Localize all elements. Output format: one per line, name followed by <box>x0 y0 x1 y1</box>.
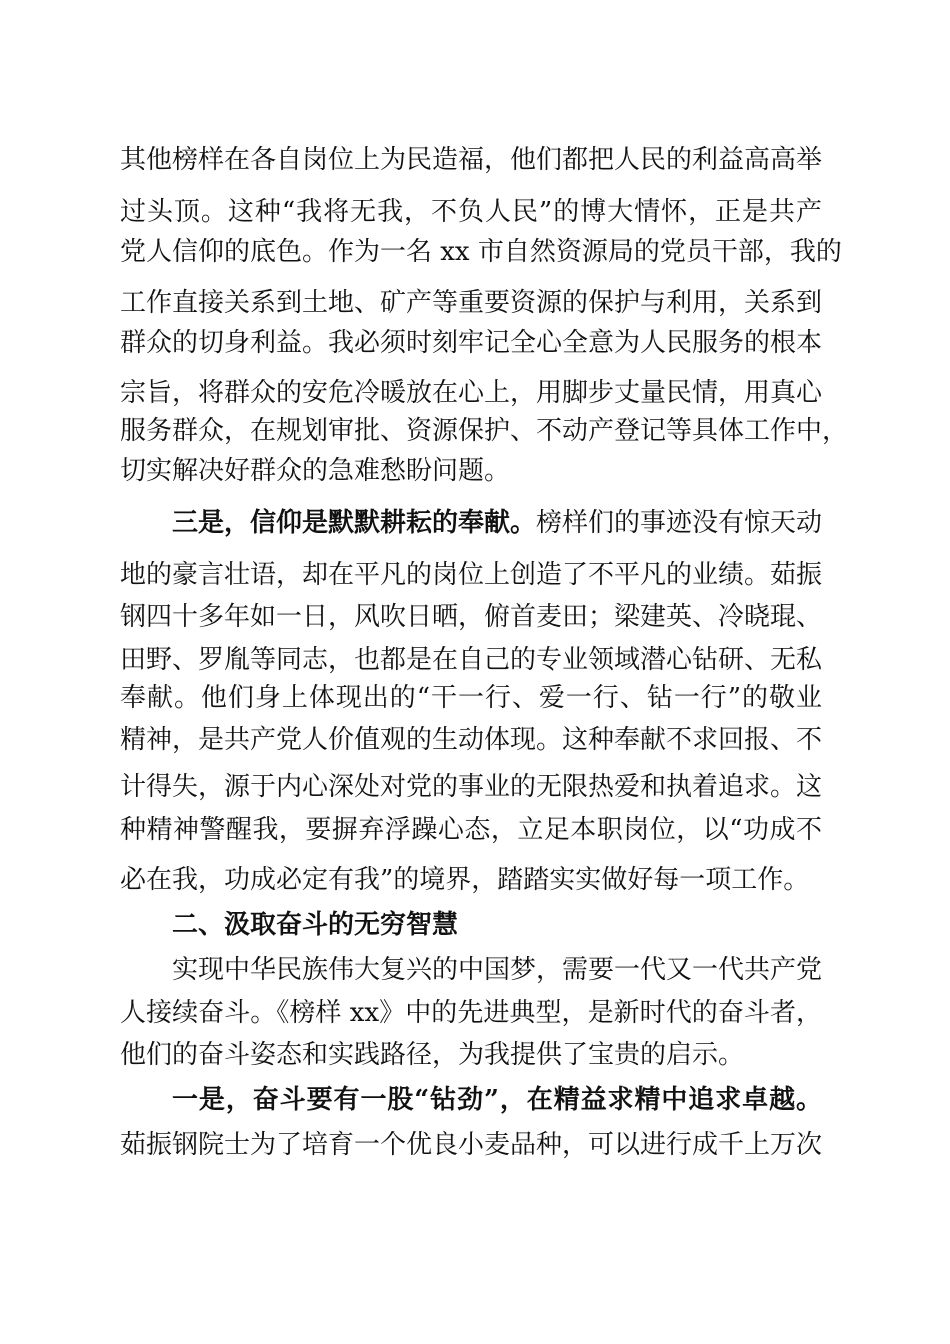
text-line: 奉献。他们身上体现出的“干一行、爱一行、钻一行”的敬业 <box>120 683 822 713</box>
text-line: 过头顶。这种“我将无我，不负人民”的博大情怀，正是共产 <box>120 197 822 227</box>
section-heading: 二、汲取奋斗的无穷智慧 <box>172 910 459 940</box>
text-line: 实现中华民族伟大复兴的中国梦，需要一代又一代共产党 <box>172 955 823 985</box>
text-line: 群众的切身利益。我必须时刻牢记全心全意为人民服务的根本 <box>120 328 823 358</box>
line-rest: 榜样们的事迹没有惊天动 <box>536 508 823 538</box>
text-line: 宗旨，将群众的安危冷暖放在心上，用脚步丈量民情，用真心 <box>120 378 823 408</box>
text-line <box>172 508 822 538</box>
text-line: 钢四十多年如一日，风吹日晒，俯首麦田；梁建英、冷晓琨、 <box>120 602 823 632</box>
text-line: 切实解决好群众的急难愁盼问题。 <box>120 456 511 486</box>
text-line: 必在我，功成必定有我”的境界，踏踏实实做好每一项工作。 <box>120 865 810 895</box>
text-line: 工作直接关系到土地、矿产等重要资源的保护与利用，关系到 <box>120 288 823 318</box>
text-line: 精神，是共产党人价值观的生动体现。这种奉献不求回报、不 <box>120 725 823 755</box>
text-line: 人接续奋斗。《榜样 xx》中的先进典型，是新时代的奋斗者， <box>120 998 822 1028</box>
text-line: 茹振钢院士为了培育一个优良小麦品种，可以进行成千上万次 <box>120 1130 823 1160</box>
text-line: 服务群众，在规划审批、资源保护、不动产登记等具体工作中， <box>120 416 849 446</box>
text-line: 地的豪言壮语，却在平凡的岗位上创造了不平凡的业绩。茹振 <box>120 560 823 590</box>
text-line: 党人信仰的底色。作为一名 xx 市自然资源局的党员干部，我的 <box>120 237 842 267</box>
text-line: 他们的奋斗姿态和实践路径，为我提供了宝贵的启示。 <box>120 1040 745 1070</box>
lead-phrase: 三是，信仰是默默耕耘的奉献。 <box>172 508 537 538</box>
text-line: 一是，奋斗要有一股“钻劲”，在精益求精中追求卓越。 <box>172 1085 822 1115</box>
text-line: 种精神警醒我，要摒弃浮躁心态，立足本职岗位，以“功成不 <box>120 815 822 845</box>
text-line: 计得失，源于内心深处对党的事业的无限热爱和执着追求。这 <box>120 772 823 802</box>
text-line: 其他榜样在各自岗位上为民造福，他们都把人民的利益高高举 <box>120 145 823 175</box>
text-line: 田野、罗胤等同志，也都是在自己的专业领域潜心钻研、无私 <box>120 645 823 675</box>
